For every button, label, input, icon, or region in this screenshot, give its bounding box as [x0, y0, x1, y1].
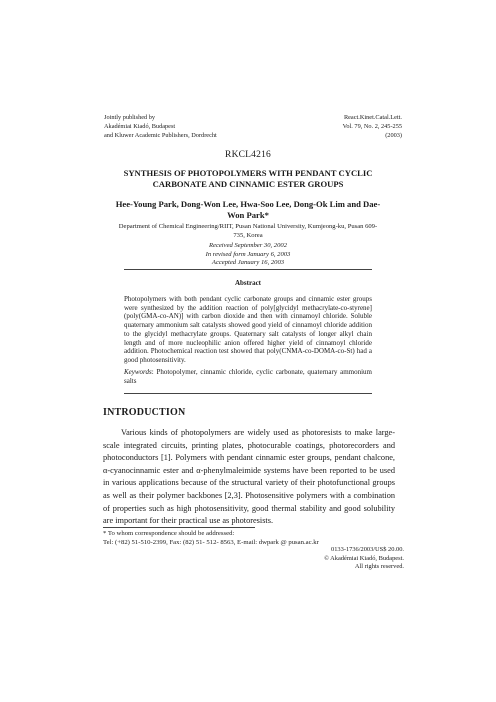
- abstract-heading: Abstract: [234, 279, 262, 287]
- abstract-bottom-rule: [124, 393, 372, 394]
- author-list: Hee-Young Park, Dong-Won Lee, Hwa-Soo Lee, Dong-Ok Lim and Dae-Won Park*: [115, 199, 381, 220]
- section-heading-introduction: INTRODUCTION: [103, 407, 186, 418]
- introduction-paragraph: Various kinds of photopolymers are widely used as photoresists to make large-scale integrated circuits, printing plates, photocurable coatings, photorecorders and photoconductors [1]. Polymers with pendant cinnamic ester groups, pendant chalcone, α-cyanocinnamic ester and α-phenylmaleimide systems have been reported to be used in various applications because of the structural variety of their photofunctional groups as well as their polymer backbones [2,3]. Photosensitive polymers with a combination of properties such as high photosensitivity, good thermal stability and good solubility are important for their practical use as photoresists.: [103, 428, 395, 526]
- keywords-label: Keywords: [124, 368, 152, 376]
- journal-line: React.Kinet.Catal.Lett.: [343, 114, 402, 121]
- revised-date: In revised form January 6, 2003: [205, 250, 291, 258]
- footnote-rule: [103, 527, 255, 528]
- journal-line: Vol. 79, No. 2, 245-255: [342, 123, 402, 130]
- correspondence-footnote: [103, 530, 395, 547]
- contact-info: Tel: (+82) 51-510-2399, Fax: (82) 51- 512- 8563, E-mail: dwpark @ pusan.ac.kr: [103, 538, 319, 546]
- paper-title: SYNTHESIS OF PHOTOPOLYMERS WITH PENDANT CYCLIC CARBONATE AND CINNAMIC ESTER GROUPS: [123, 168, 373, 189]
- publisher-info: [104, 113, 274, 140]
- accepted-date: Accepted January 16, 2003: [211, 259, 285, 266]
- publisher-line: and Kluwer Academic Publishers, Dordrecht: [104, 132, 217, 139]
- abstract-top-rule: [124, 269, 372, 270]
- copyright-line: © Akadémiai Kiadó, Budapest.: [324, 554, 404, 562]
- copyright-block: [244, 546, 404, 572]
- journal-line: (2003): [385, 132, 402, 139]
- copyright-line: 0133-1736/2003/US$ 20.00.: [331, 546, 404, 553]
- publisher-line: Jointly published by: [104, 114, 156, 121]
- keywords: [124, 368, 372, 385]
- article-dates: [150, 242, 346, 268]
- journal-citation: [262, 113, 402, 140]
- keywords-list: : Photopolymer, cinnamic chloride, cyclic carbonate, quaternary ammonium salts: [124, 368, 372, 385]
- correspondence-note: * To whom correspondence should be addressed:: [103, 530, 235, 537]
- copyright-line: All rights reserved.: [354, 563, 404, 570]
- publisher-line: Akadémiai Kiadó, Budapest: [104, 123, 176, 130]
- affiliation: Department of Chemical Engineering/RIIT, Pusan National University, Kumjeong-ku, Pusan 609-735, Korea: [118, 223, 378, 239]
- received-date: Received September 30, 2002: [209, 242, 287, 249]
- abstract-text: Photopolymers with both pendant cyclic carbonate groups and cinnamic ester groups were synthesized by the addition reaction of poly[glycidyl methacrylate-co-styrene](poly(GMA-co-AN)] with carbon dioxide and then with cinnamoyl chloride. Soluble quaternary ammonium salt catalysts showed good yield of cinnamoyl chloride addition to the glycidyl methacrylate groups. Quaternary salt catalysts of longer alkyl chain length and of more nucleophilic anion offered higher yield of cinnamoyl chloride addition. Photochemical reaction test showed that poly(CNMA-co-DOMA-co-St) had a good photosensitivity.: [124, 295, 372, 364]
- article-code: RKCL4216: [225, 150, 271, 160]
